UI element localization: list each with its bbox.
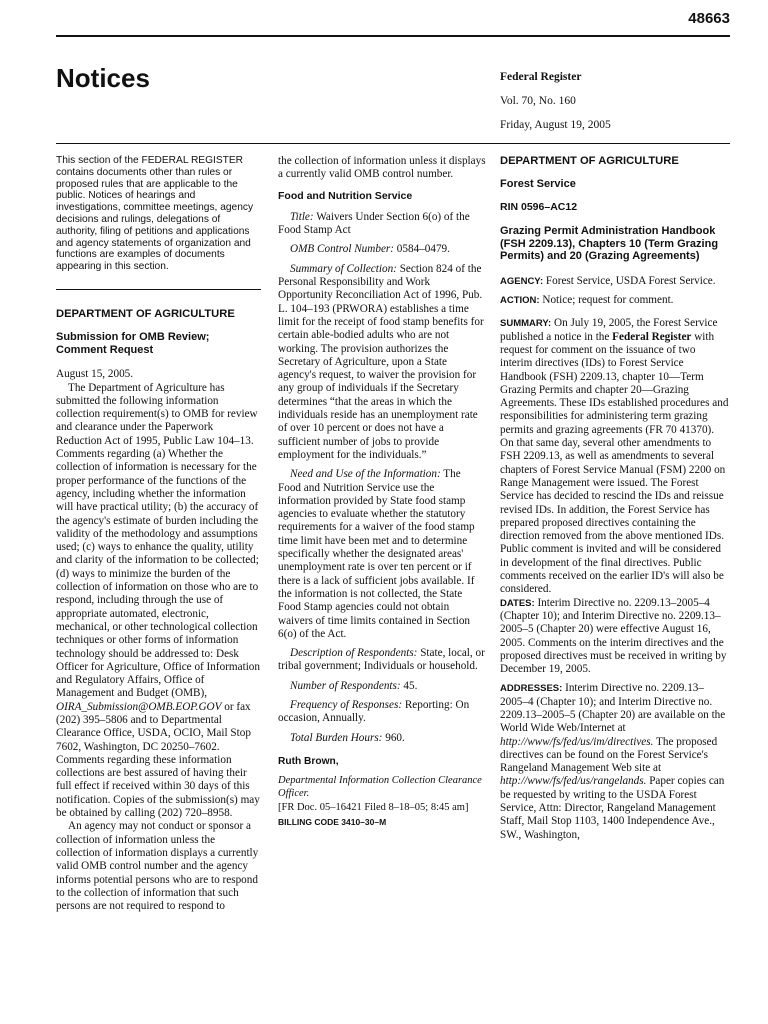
field-value: 0584–0479. bbox=[394, 243, 450, 256]
field-label: Frequency of Responses: bbox=[290, 698, 403, 711]
signer-title bbox=[278, 774, 486, 801]
burden-hours-field bbox=[278, 732, 486, 745]
sub-agency-heading: Forest Service bbox=[500, 178, 576, 191]
body-text: The Department of Agriculture has submitted the following information collection requirement(s) to OMB for review and clearance under the Paperwork Reduction Act of 1995, Public Law 104–13. Comments regarding (a) Whether the collection of information is necessary for the proper performance of the functions of the agency, including whether the information will have practical utility; (b) the accuracy of the agency's estimate of burden including the validity of the methodology and assumptions used; (c) ways to enhance the quality, utility and clarity of the information to be collected; (d) ways to minimize the burden of the collection of information on those who are to respond, including through the use of appropriate automated, electronic, mechanical, or other technological collection techniques or other forms of information technology should be addressed to: Desk Officer for Agriculture, Office of Information and Regulatory Affairs, Office of Management and Budget (OMB), bbox=[56, 381, 260, 700]
field-value: Reporting: On occasion, Annually. bbox=[278, 698, 470, 725]
signer-title-text: Departmental Information Collection Clearance Officer. bbox=[278, 775, 482, 800]
section-divider bbox=[56, 289, 261, 290]
summary-text-cont: with request for comment on the issuance of two interim directives (IDs) to Forest Service Handbook (FSH) 2209.13, chapter 10—Term Grazing Permits and chapter 20—Grazing Agreements. These IDs established procedures and responsibilities for administering term grazing permits and grazing agreements (FR 70 41370). On that same day, several other amendments to FSH 2209.13, as well as amendments to several chapters of Forest Service Manual (FSM) 2200 on Range Management were issued. The Forest Service has decided to rescind the IDs and reissue revised IDs. In addition, the Forest Service has prepared proposed directives containing the direction removed from the above mentioned IDs. Public comment is invited and will be considered in development of the final directives. Public comments received on the earlier ID's will also be considered. bbox=[500, 330, 729, 596]
federal-register-ref: Federal Register bbox=[612, 330, 692, 343]
rin-number: RIN 0596–AC12 bbox=[500, 200, 578, 213]
header-bottom-rule bbox=[56, 143, 730, 144]
frequency-field bbox=[278, 699, 486, 726]
continuation-text: the collection of information unless it displays a currently valid OMB control number. bbox=[278, 155, 486, 181]
action-label: ACTION: bbox=[500, 295, 540, 307]
body-text-cont: or fax (202) 395–5806 and to Departmental Clearance Office, USDA, OCIO, Mail Stop 7602, Washington, DC 20250–7602. Comments regarding these information collections are best assured of having their full effect if received within 30 days of this notification. Copies of the submission(s) may be obtained by calling (202) 720–8958. bbox=[56, 700, 260, 820]
fr-doc-line: [FR Doc. 05–16421 Filed 8–18–05; 8:45 am] bbox=[278, 801, 469, 813]
summary-field bbox=[278, 263, 486, 462]
field-label: OMB Control Number: bbox=[290, 243, 394, 256]
publication-name: Federal Register bbox=[500, 71, 582, 83]
summary-section bbox=[500, 317, 730, 596]
field-value: 960. bbox=[382, 731, 405, 744]
document-title: Grazing Permit Administration Handbook (FSH 2209.13), Chapters 10 (Term Grazing Permits) and 20 (Grazing Agreements) bbox=[500, 225, 719, 263]
summary-label: SUMMARY: bbox=[500, 318, 552, 330]
section-intro: This section of the FEDERAL REGISTER contains documents other than rules or proposed rules that are applicable to the public. Notices of hearings and investigations, committee meetings, agency decisions and rulings, delegations of authority, filing of petitions and applications and agency statements of organization and functions are examples of documents appearing in this section. bbox=[56, 155, 254, 273]
summary-text: On July 19, 2005, the Forest Service published a notice in the bbox=[500, 317, 718, 343]
rangelands-url-link[interactable]: http://www/fs/fed/us/rangelands. bbox=[500, 775, 647, 788]
addresses-label: ADDRESSES: bbox=[500, 683, 563, 695]
notice-para-2: An agency may not conduct or sponsor a collection of information unless the collection of information displays a currently valid OMB control number and the agency informs potential persons who are to respond to the collection of information that such persons are not required to respond to bbox=[56, 820, 259, 913]
header-top-rule bbox=[56, 35, 730, 37]
field-value: Waivers Under Section 6(o) of the Food Stamp Act bbox=[278, 210, 470, 237]
addresses-text: Interim Directive no. 2209.13–2005–4 (Chapter 10); and Interim Directive no. 2209.13–2005–5 (Chapter 20) are available on the World Wide Web/Internet at bbox=[500, 682, 726, 735]
need-use-field bbox=[278, 468, 486, 641]
field-value: 45. bbox=[400, 679, 418, 692]
agency-label: AGENCY: bbox=[500, 275, 544, 287]
service-heading: Food and Nutrition Service bbox=[278, 189, 413, 202]
subject-heading: Submission for OMB Review; Comment Request bbox=[56, 331, 210, 356]
field-value: Section 824 of the Personal Responsibility and Work Opportunity Reconciliation Act of 1996, Pub. L. 104–193 (PRWORA) establishes a time limit for the receipt of food stamp benefits for certain able-bodied adults who are not working. The provision authorizes the Secretary of Agriculture, upon a State agency's request, to waiver the provision for any group of individuals if the Secretary determines “that the areas in which the individuals reside has an unemployment rate of over 10 percent or does not have a sufficient number of jobs to provide employment for the individuals.” bbox=[278, 262, 484, 461]
notice-date: August 15, 2005. bbox=[56, 368, 134, 381]
field-label: Summary of Collection: bbox=[290, 262, 397, 275]
volume-number: Vol. 70, No. 160 bbox=[500, 95, 576, 107]
dates-text: Interim Directive no. 2209.13–2005–4 (Chapter 10); and Interim Directive no. 2209.13–2005–5 (Chapter 20) were effective August 16, 2005. Comments on the interim directives and the proposed directives must be received in writing by December 19, 2005. bbox=[500, 596, 727, 676]
column-3 bbox=[500, 155, 730, 842]
omb-control-field bbox=[278, 243, 486, 256]
page-number: 48663 bbox=[688, 10, 730, 27]
respondent-count-field bbox=[278, 680, 486, 693]
column-2 bbox=[278, 155, 486, 829]
page-title: Notices bbox=[56, 63, 150, 93]
field-label: Number of Respondents: bbox=[290, 679, 401, 692]
field-value: The Food and Nutrition Service use the information provided by State food stamp agencies to evaluate whether the statutory requirements for a waiver of the food stamp time limit have been met and to determine specifically whether the designated areas' unemployment rate is over ten percent or if there is a lack of sufficient jobs available. If the information is not collected, the State Food Stamp agencies could not obtain waivers of time limits contained in Section 6(o) of the Act. bbox=[278, 468, 475, 640]
directives-url-link[interactable]: http://www/fs/fed/us/im/directives. bbox=[500, 735, 654, 748]
agency-heading: DEPARTMENT OF AGRICULTURE bbox=[500, 155, 679, 167]
oira-email-link[interactable]: OIRA_Submission@OMB.EOP.GOV bbox=[56, 700, 222, 713]
publication-meta bbox=[500, 72, 611, 144]
field-label: Title: bbox=[290, 210, 314, 223]
addresses-text-cont: The proposed directives can be found on the Forest Service's Rangeland Management Web site at bbox=[500, 735, 718, 775]
agency-heading: DEPARTMENT OF AGRICULTURE bbox=[56, 307, 235, 320]
title-field bbox=[278, 211, 486, 238]
field-label: Total Burden Hours: bbox=[290, 731, 383, 744]
notice-body bbox=[56, 382, 261, 821]
column-1 bbox=[56, 155, 261, 913]
agency-value: Forest Service, USDA Forest Service. bbox=[543, 274, 716, 287]
action-field bbox=[500, 294, 730, 307]
signer-name: Ruth Brown, bbox=[278, 755, 339, 767]
agency-field bbox=[500, 275, 730, 288]
publication-date: Friday, August 19, 2005 bbox=[500, 119, 611, 131]
field-value: State, local, or tribal government; Individuals or household. bbox=[278, 647, 485, 673]
respondents-field bbox=[278, 647, 486, 674]
field-label: Need and Use of the Information: bbox=[290, 468, 441, 481]
field-label: Description of Respondents: bbox=[290, 647, 418, 660]
addresses-text-end: Paper copies can be requested by writing to the USDA Forest Service, Attn: Director, Rangeland Management Staff, Mail Stop 1103, 1400 Independence Ave., SW., Washington, bbox=[500, 775, 725, 841]
dates-label: DATES: bbox=[500, 597, 535, 609]
addresses-section bbox=[500, 682, 730, 842]
dates-section bbox=[500, 597, 730, 677]
action-value: Notice; request for comment. bbox=[539, 294, 674, 307]
billing-code: BILLING CODE 3410–30–M bbox=[278, 817, 387, 828]
